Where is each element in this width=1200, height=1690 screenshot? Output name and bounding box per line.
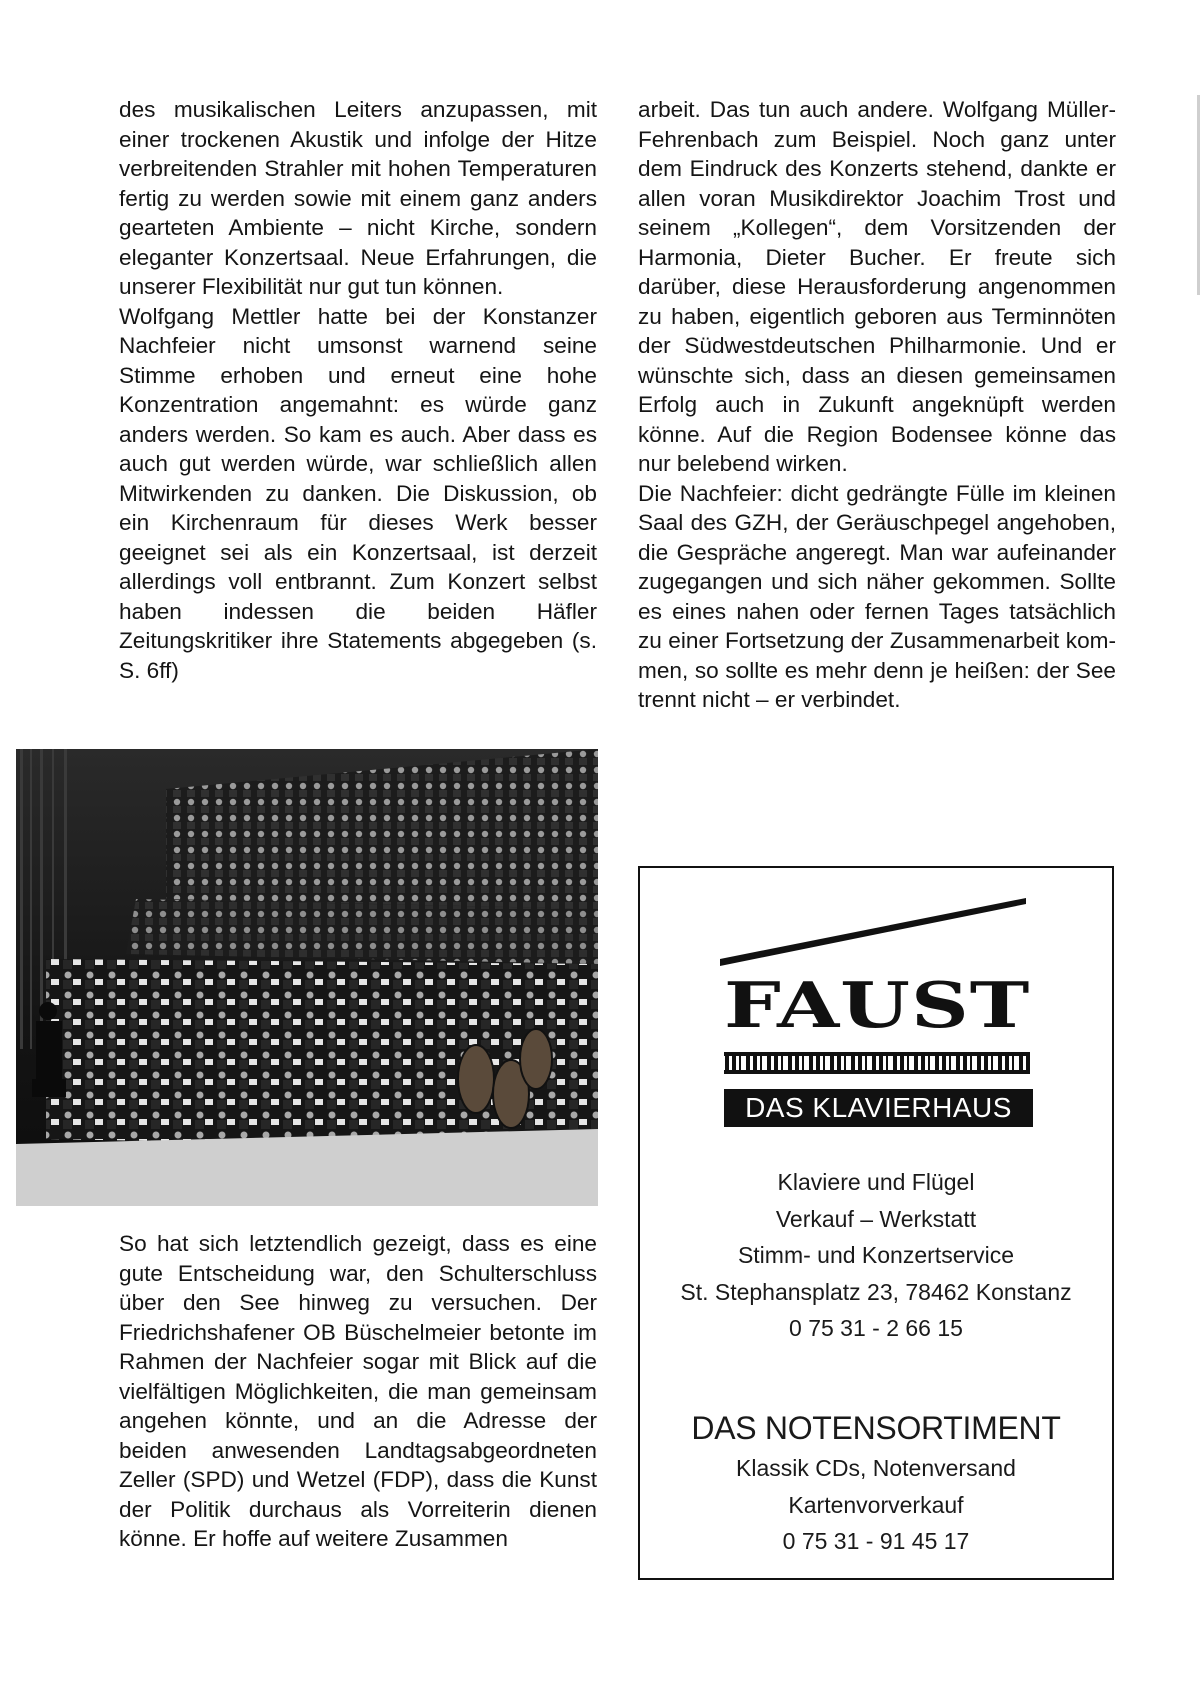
brand-wordmark: FAUST xyxy=(724,968,1031,1042)
ad-line-services: Verkauf – Werkstatt xyxy=(775,1205,977,1232)
article-column-right xyxy=(638,95,1116,715)
ad-line-products: Klaviere und Flügel xyxy=(777,1169,975,1195)
article-paragraph-2: Wolfgang Mettler hatte bei der Konstanzer Nachfeier nicht umsonst warnend seine Stimme erhoben und erneut eine hohe Konzentration angemahnt: es würde ganz anders werden. So kam es auch. Aber dass es auch gut werden würde, war schließlich allen Mitwirkenden zu danken. Die Diskussion, ob ein Kirchenraum für dieses Werk besser geeignet sei als ein Konzertsaal, ist derzeit allerdings voll entbrannt. Zum Konzert selbst haben indessen die beiden Häfler Zeitungskritiker ihre Statements abgegeben (s. S. 6ff) xyxy=(119,303,597,683)
article-column-left-bottom xyxy=(119,1229,597,1554)
faust-advertisement xyxy=(638,866,1114,1580)
article-paragraph-3: So hat sich letztendlich gezeigt, dass es eine gute Entscheidung war, den Schulterschluss über den See hinweg zu versuchen. Der Friedrichshafener OB Büschelmeier betonte im Rahmen der Nachfeier sogar mit Blick auf die vielfältigen Möglichkeiten, die man gemeinsam angehen könnte, und an die Adresse der beiden anwesenden Landtagsabgeordneten Zeller (SPD) und Wetzel (FDP), dass die Kunst der Politik durchaus als Vorreiterin dienen könne. Er hoffe auf weitere Zusammen xyxy=(119,1231,597,1551)
article-paragraph-1: des musikalischen Leiters anzupassen, mit einer trockenen Akustik und infolge der Hitze verbreitenden Strahler mit hohen Temperaturen fertig zu werden sowie mit einem ganz anders gearteten Ambiente – nicht Kirche, sondern eleganter Konzertsaal. Neue Erfahrungen, die unserer Flexibilität nur gut tun können. xyxy=(119,97,597,299)
ad-line-phone-1: 0 75 31 - 2 66 15 xyxy=(789,1315,963,1341)
article-paragraph-5: Die Nachfeier: dicht gedrängte Fülle im kleinen Saal des GZH, der Geräuschpegel angehoben, die Gespräche angeregt. Man war aufeinander zugegangen und sich näher gekommen. Sollte es eines nahen oder fernen Tages tatsächlich zu einer Fortsetzung der Zusammenarbeit kommen, so sollte es mehr denn je heißen: der See trennt nicht – er verbindet. xyxy=(638,480,1116,712)
ad-line-phone-2: 0 75 31 - 91 45 17 xyxy=(782,1528,970,1554)
ad-contact-block-1 xyxy=(640,1164,1112,1347)
orchestra-choir-photo xyxy=(16,749,598,1206)
article-column-left-top xyxy=(119,95,597,685)
brand-subtitle: DAS KLAVIERHAUS xyxy=(724,1089,1033,1127)
ad-contact-block-2 xyxy=(640,1406,1112,1560)
ad-line-address: St. Stephansplatz 23, 78462 Konstanz xyxy=(680,1278,1072,1305)
ad-line-cds: Klassik CDs, Notenversand xyxy=(736,1455,1016,1481)
ad-line-tickets: Kartenvorverkauf xyxy=(788,1491,964,1518)
article-paragraph-4: arbeit. Das tun auch andere. Wolfgang Müller-Fehrenbach zum Beispiel. Noch ganz unter dem Eindruck des Konzerts stehend, dankte er allen voran Musikdirektor Joachim Trost und seinem „Kollegen“, dem Vorsitzenden der Harmonia, Dieter Bucher. Er freute sich darüber, diese Herausforderung angenommen zu haben, eigentlich geboren aus Terminnöten der Südwestdeutschen Philharmonie. Und er wünschte sich, dass an diesen gemeinsamen Erfolg auch in Zukunft angeknüpft werden könne. Auf die Region Bodensee könne das nur belebend wirken. xyxy=(638,97,1116,476)
ad-line-tuning: Stimm- und Konzertservice xyxy=(737,1242,1015,1268)
ad-heading-notensortiment: DAS NOTENSORTIMENT xyxy=(691,1410,1061,1446)
